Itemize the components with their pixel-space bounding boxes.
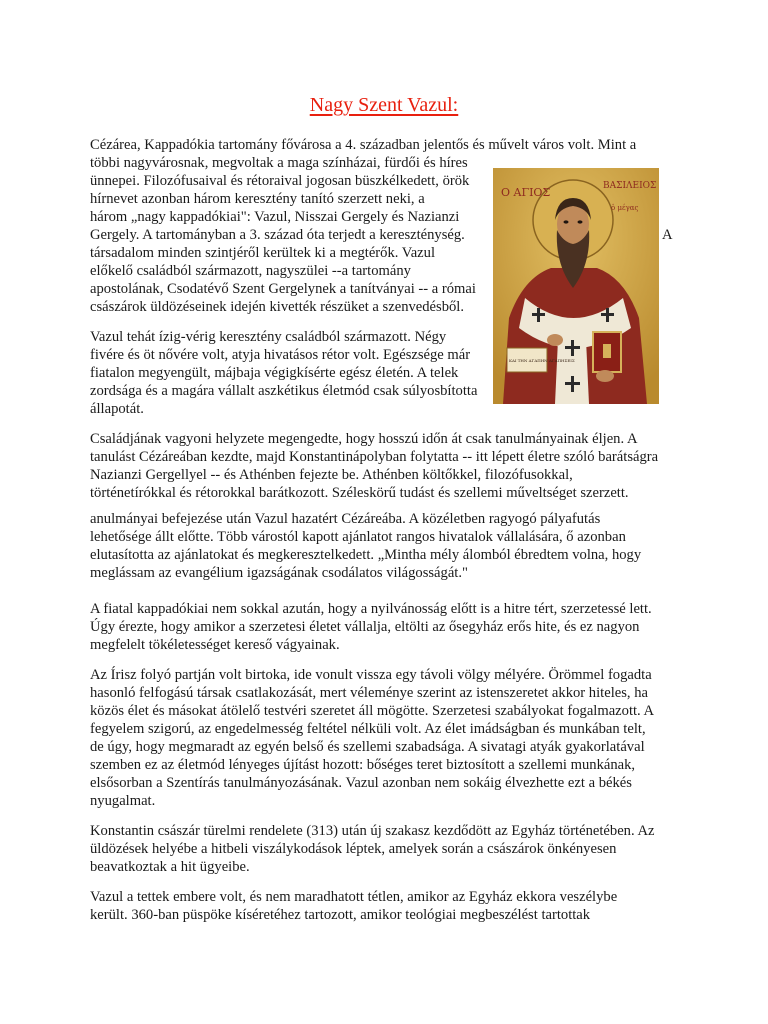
text-line: állapotát. <box>90 401 144 417</box>
text-line: Gergely. A tartományban a 3. század óta terjedt a kereszténység. <box>90 227 465 243</box>
text-line: anulmányai befejezése után Vazul hazatért Cézáreába. A közéletben ragyogó pályafutás <box>90 511 601 527</box>
text-line: Konstantin császár türelmi rendelete (313) után új szakasz kezdődött az Egyház történetében. Az <box>90 823 655 839</box>
text-line: megfelelt tökéletességet kereső vágyainak. <box>90 637 340 653</box>
text-line: elutasította az ajánlatokat és megkeresztelkedett. „Mintha mély álomból ébredtem volna, hogy <box>90 547 642 563</box>
text-line: tanulást Cézáreában kezdte, majd Konstantinápolyban folytatta -- itt lépett életre szóló barátságra <box>90 449 659 465</box>
page-title: Nagy Szent Vazul: <box>309 94 459 116</box>
inscription-small: ὁ μέγας <box>611 204 639 212</box>
text-line: Cézárea, Kappadókia tartomány fővárosa a 4. században jelentős és művelt város volt. Mint a <box>90 137 637 153</box>
text-line: történetírókkal és rétorokkal barátkozott. Széleskörű tudást és szellemi műveltséget szerzett. <box>90 485 629 501</box>
text-line: Családjának vagyoni helyzete megengedte, hogy hosszú időn át csak tanulmányainak éljen. A <box>90 431 638 447</box>
text-line: elsősorban a Szentírás tanulmányozásának. Vazul azonban nem sokáig élvezhette ezt a békés <box>90 775 632 791</box>
text-line: Nazianzi Gergellyel -- és Athénben fejezte be. Athénben költőkkel, filozófusokkal, <box>90 467 573 483</box>
text-line: ünnepei. Filozófusaival és rétoraival jogosan büszkélkedett, örök <box>90 173 470 189</box>
text-line: közös élet és másokat átölelő testvéri szeretet áll mögötte. Szerzetesi szabályokat fogalmazott. A <box>90 703 655 719</box>
text-line: meglássam az evangélium igazságának csodálatos világosságát." <box>90 565 468 581</box>
inscription-right: ΒΑΣΙΛΕΙΟΣ <box>603 181 657 191</box>
text-line: fivére és öt nővére volt, atyja hivatásos rétor volt. Egészsége már <box>90 347 471 363</box>
text-line: üldözések helyébe a hitbeli viszálykodások léptek, amelyek során a császárok önkényesen <box>90 841 617 857</box>
text-line: társadalom minden szintjéről kerültek ki a megtérők. Vazul <box>90 245 436 261</box>
text-line: három „nagy kappadókiai": Vazul, Nisszai Gergely és Nazianzi <box>90 209 460 225</box>
text-line: Az Írisz folyó partján volt birtoka, ide vonult vissza egy távoli völgy mélyére. Örömmel fogadta <box>90 667 652 683</box>
text-line: került. 360-ban püspöke kíséretéhez tartozott, amikor teológiai megbeszélést tartottak <box>90 907 591 923</box>
text-line: többi nagyvárosnak, megvoltak a maga színházai, fürdői és híres <box>90 155 468 171</box>
text-line: apostolának, Csodatévő Szent Gergelynek a tanítványai -- a római <box>90 281 476 297</box>
text-line: hasonló felfogású társak csatlakozását, mert véleménye szerint az istenszeretet akkor hiteles, ha <box>90 685 648 701</box>
text-line: hírnevet azonban három keresztény tanító szerzett neki, a <box>90 191 425 207</box>
text-line: zordsága és a magára vállalt aszkétikus életmód csak súlyosbította <box>90 383 478 399</box>
text-line: fegyelem szigorú, az engedelmesség feltétel nélküli volt. Az élet imádságban és munkában telt, <box>90 721 646 737</box>
text-line: nyugalmat. <box>90 793 156 809</box>
text-line: szemben ez az életmód lényeges újítást hozott: bőséges teret biztosított a szellemi munkának, <box>90 757 636 773</box>
text-line: Vazul tehát ízig-vérig keresztény családból származott. Négy <box>90 329 447 345</box>
text-line: császárok üldözéseinek idején kivették részüket a szenvedésből. <box>90 299 465 315</box>
text-line: előkelő családból származott, nagyszülei --a tartomány <box>90 263 411 279</box>
inscription-left: Ο ΑΓΙΟΣ <box>501 186 551 199</box>
text-line: Úgy érezte, hogy amikor a szerzetesi életet vállalja, eltölti az ősegyház erős hite, és ez nagyon <box>90 619 640 635</box>
text-line: fiatalon megyengült, májbaja végigkísérte egész életén. A telek <box>90 365 459 381</box>
text-fragment: A <box>662 227 673 243</box>
scroll-text: ΚΑΙ ΤΗΝ ΑΓΑΠΗΝ ΑΓΑΠΗΣΕΙΣ <box>509 358 575 363</box>
text-line: de úgy, hogy megmaradt az egyén belső és szellemi szabadsága. A sivatagi atyák gyakorlatával <box>90 739 645 755</box>
text-line: beavatkoztak a hit ügyeibe. <box>90 859 250 875</box>
text-line: lehetősége állt előtte. Több várostól kapott ajánlatot rangos hivatalok vállalására, ő azonban <box>90 529 626 545</box>
text-line: Vazul a tettek embere volt, és nem maradhatott tétlen, amikor az Egyház ekkora veszélybe <box>90 889 618 905</box>
saint-basil-icon <box>493 168 659 404</box>
text-line: A fiatal kappadókiai nem sokkal azután, hogy a nyilvánosság előtt is a hitre tért, szerzetessé lett. <box>90 601 652 617</box>
